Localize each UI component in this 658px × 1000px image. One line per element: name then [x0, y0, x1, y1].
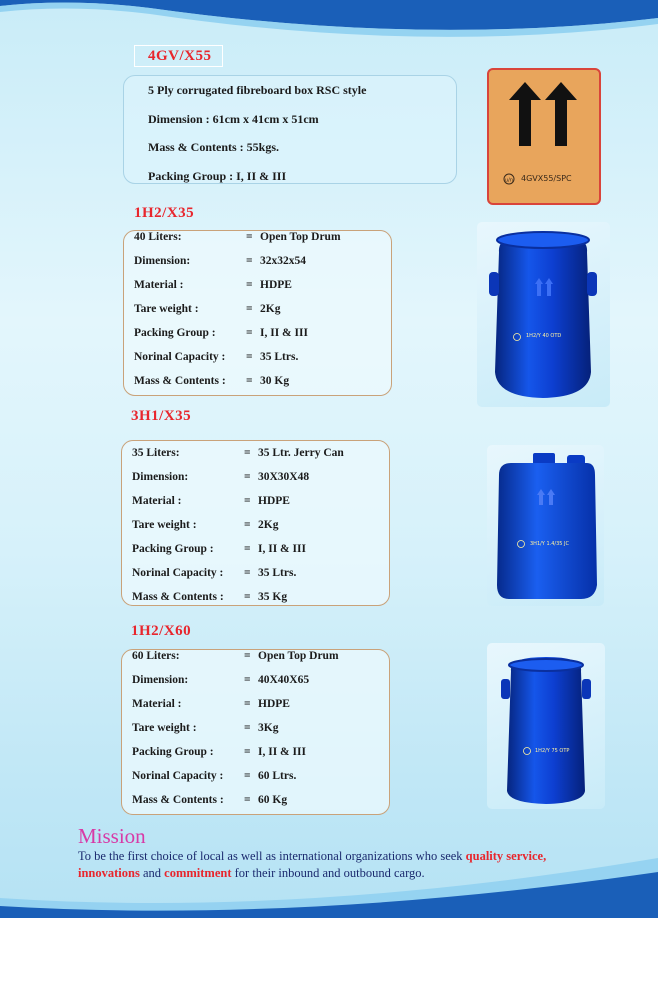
drum60-mark-text: 1H2/Y 75 OTP [535, 748, 570, 754]
drum40-spec-card [123, 230, 392, 396]
spec-label: 60 Liters: [132, 650, 180, 662]
spec-equals: = [244, 495, 251, 507]
spec-equals: = [244, 543, 251, 555]
spec-label: Dimension: [134, 255, 191, 267]
spec-equals: = [244, 770, 251, 782]
spec-label: 40 Liters: [134, 231, 182, 243]
spec-value: HDPE [258, 495, 290, 507]
spec-value: 40X40X65 [258, 674, 310, 686]
spec-value: 30X30X48 [258, 471, 310, 483]
box-code: 4GV/X55 [134, 45, 223, 67]
spec-value: HDPE [260, 279, 292, 291]
drum40-image [477, 222, 610, 407]
mission-text [78, 848, 548, 881]
spec-value: 35 Kg [258, 591, 288, 603]
spec-value: I, II & III [260, 327, 308, 339]
spec-equals: = [246, 279, 253, 291]
mission-text-part: and [139, 865, 165, 880]
spec-label: Tare weight : [132, 519, 197, 531]
spec-value: 30 Kg [260, 375, 290, 387]
box-image [487, 68, 601, 205]
spec-equals: = [244, 567, 251, 579]
spec-value: 60 Kg [258, 794, 288, 806]
mission-title: Mission [78, 824, 146, 848]
spec-value: I, II & III [258, 543, 306, 555]
spec-value: 35 Ltrs. [260, 351, 299, 363]
spec-equals: = [244, 722, 251, 734]
spec-label: Tare weight : [132, 722, 197, 734]
spec-equals: = [244, 447, 251, 459]
spec-label: Mass & Contents : [132, 794, 224, 806]
spec-equals: = [246, 255, 253, 267]
box-mark-text: 4GVX55/SPC [521, 174, 572, 183]
mission-highlight: commitment [164, 865, 232, 880]
mission-text-part: for their inbound and outbound cargo. [231, 865, 425, 880]
spec-equals: = [244, 650, 251, 662]
spec-equals: = [244, 471, 251, 483]
mission-text-part: To be the first choice of local as well as international organizations who seek [78, 849, 466, 863]
drum60-code: 1H2/X60 [131, 623, 192, 639]
spec-value: 2Kg [258, 519, 279, 531]
mission-highlight: quality service, innovations [78, 849, 547, 880]
spec-value: HDPE [258, 698, 290, 710]
spec-equals: = [246, 303, 253, 315]
spec-equals: = [244, 519, 251, 531]
spec-equals: = [244, 591, 251, 603]
spec-equals: = [246, 231, 253, 243]
spec-label: 35 Liters: [132, 447, 180, 459]
drum60-spec-card [121, 649, 390, 815]
jerrycan-code: 3H1/X35 [131, 408, 192, 424]
spec-label: Norinal Capacity : [134, 351, 226, 363]
spec-label: Packing Group : [134, 327, 216, 339]
blue-jerrycan-icon [487, 445, 604, 606]
spec-label: Dimension: [132, 674, 189, 686]
spec-value: 32x32x54 [260, 255, 306, 267]
spec-label: Packing Group : [132, 746, 214, 758]
spec-label: Packing Group : [132, 543, 214, 555]
spec-equals: = [246, 375, 253, 387]
spec-equals: = [244, 794, 251, 806]
spec-label: Material : [132, 495, 182, 507]
spec-value: 35 Ltr. Jerry Can [258, 447, 344, 459]
spec-value: 60 Ltrs. [258, 770, 297, 782]
blue-drum-icon [477, 222, 610, 407]
box-spec-line: Mass & Contents : 55kgs. [148, 140, 280, 154]
drum40-mark-text: 1H2/Y 40 OTD [526, 333, 562, 339]
spec-value: Open Top Drum [260, 231, 341, 243]
top-wave-decoration [0, 0, 658, 50]
un-mark-icon [503, 173, 515, 185]
spec-value: 3Kg [258, 722, 279, 734]
drum60-image [487, 643, 605, 809]
box-spec-line: 5 Ply corrugated fibreboard box RSC style [148, 83, 367, 97]
spec-equals: = [244, 698, 251, 710]
spec-equals: = [244, 746, 251, 758]
spec-value: 35 Ltrs. [258, 567, 297, 579]
spec-label: Norinal Capacity : [132, 770, 224, 782]
spec-label: Mass & Contents : [132, 591, 224, 603]
spec-label: Material : [134, 279, 184, 291]
spec-label: Norinal Capacity : [132, 567, 224, 579]
spec-value: Open Top Drum [258, 650, 339, 662]
jerrycan-mark-text: 3H1/Y 1.4/35 JC [530, 541, 570, 547]
spec-label: Tare weight : [134, 303, 199, 315]
spec-value: I, II & III [258, 746, 306, 758]
un-mark-symbol: u/n [504, 177, 514, 184]
blue-drum-icon [487, 643, 605, 809]
spec-equals: = [244, 674, 251, 686]
jerrycan-image [487, 445, 604, 606]
jerrycan-spec-card [121, 440, 390, 606]
spec-label: Mass & Contents : [134, 375, 226, 387]
box-spec-line: Packing Group : I, II & III [148, 169, 287, 183]
box-spec-card [123, 75, 457, 184]
spec-label: Dimension: [132, 471, 189, 483]
spec-label: Material : [132, 698, 182, 710]
drum40-code: 1H2/X35 [134, 205, 195, 221]
spec-equals: = [246, 327, 253, 339]
spec-equals: = [246, 351, 253, 363]
box-spec-line: Dimension : 61cm x 41cm x 51cm [148, 112, 319, 126]
spec-value: 2Kg [260, 303, 281, 315]
